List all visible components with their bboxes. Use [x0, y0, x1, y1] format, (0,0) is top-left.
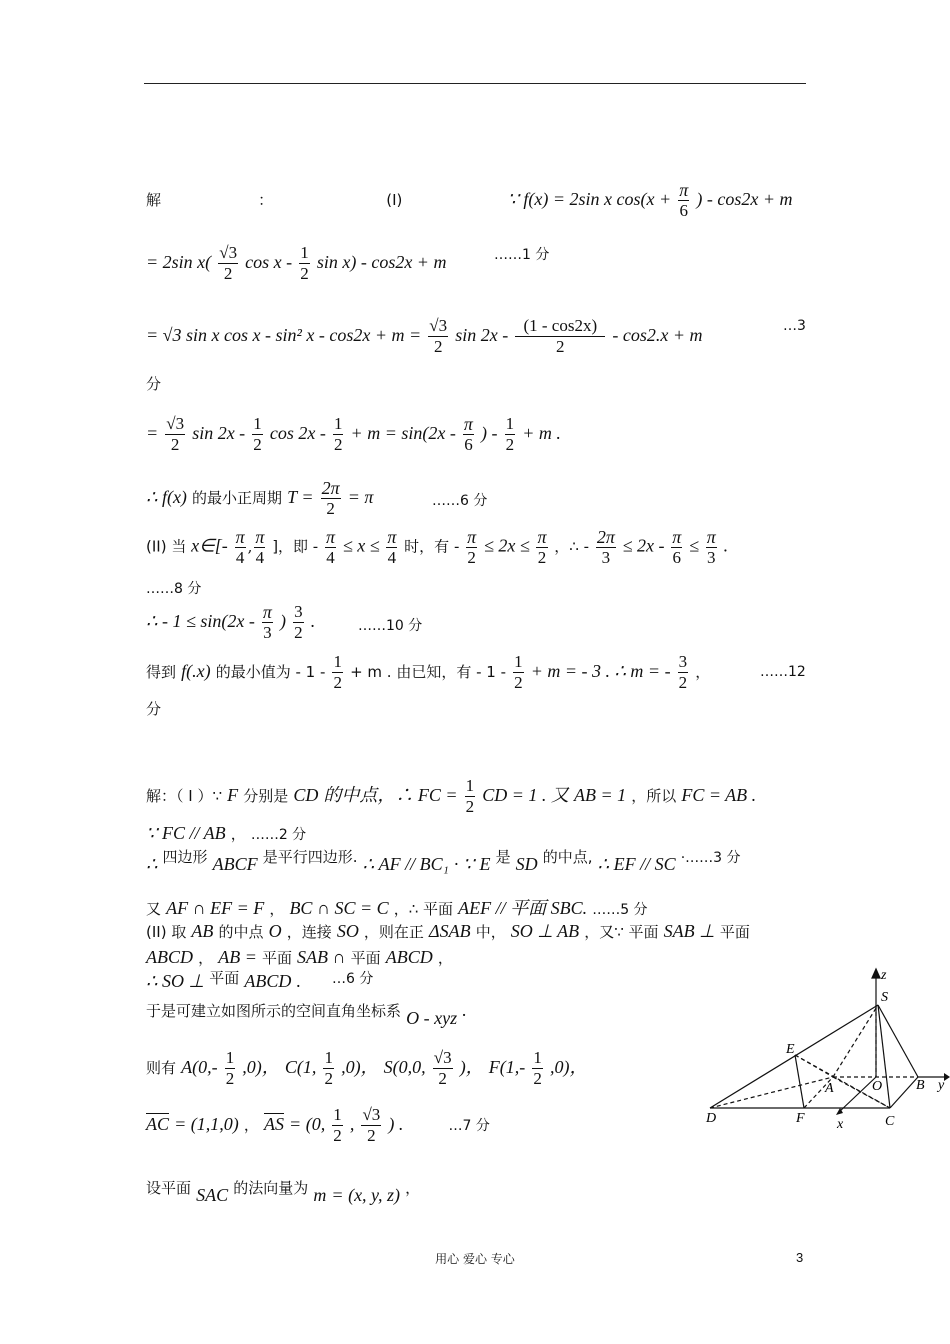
sol2-line11: 设平面 SAC 的法向量为 m = (x, y, z) ，: [146, 1179, 421, 1205]
fraction: $\frac{1}{2}$: [333, 414, 343, 454]
vector-as: AS: [263, 1114, 284, 1134]
score-mark: ……6 分: [432, 493, 488, 509]
sol1-line4: = $\frac{√3}{2}$ sin 2x - $\frac{1}{2}$ cos 2x - $\frac{1}{2}$ + m = sin(2x - $\frac{\pi}{6}$ ) - $\frac{1}{2}$ + m .: [146, 414, 561, 454]
fraction: $\frac{1}{2}$: [505, 414, 515, 454]
fraction: $\frac{(1 - \cos 2x)}{2}$: [515, 316, 605, 357]
page-number: 3: [796, 1250, 804, 1265]
sol1-line6: (II) 当 x∈[- $\frac{\pi}{4}$ , $\frac{\pi}{4}$ ]，即 - $\frac{\pi}{4}$ ≤ x ≤ $\frac{\pi}{4}$ 时，有 - $\frac{\pi}{2}$ ≤ 2x ≤ $\frac{\pi}{2}$ ，∴ - $\frac{2\pi}{3}$ ≤ 2x - $\frac{\pi}{6}$ ≤ $\frac{\pi}{3}$ .: [146, 527, 729, 567]
sol2-line1: 解：（ I ）∵ F 分别是 CD 的中点，∴ FC = $\frac{1}{2}$ CD = 1 . 又 AB = 1 ，所以 FC = AB .: [146, 776, 757, 816]
label-z: z: [881, 968, 887, 983]
sol2-line6: ABCD ， AB = 平面 SAB ∩ 平面 ABCD ，: [146, 947, 453, 967]
sol1-line2: = 2sin x( $\frac{√3}{2}$ cos x - $\frac{1}{2}$ sin x) - cos2x + m: [146, 243, 447, 283]
fraction: $\frac{√3}{2}$: [166, 414, 185, 454]
sol1-line8: ∴ - 1 ≤ sin(2x - $\frac{\pi}{3}$ ) $\frac{3}{2}$ .: [146, 602, 316, 642]
edge-sb: [878, 1005, 918, 1077]
fraction: $\frac{2\pi}{2}$: [321, 478, 340, 518]
z-arrow-icon: [872, 969, 880, 978]
score-mark: ……12: [760, 664, 806, 680]
sol2-line7: ∴ SO ⊥ 平面 ABCD . …6 分: [146, 969, 374, 991]
fraction: $\frac{\pi}{6}$: [463, 414, 473, 454]
fraction: $\frac{\pi}{6}$: [679, 180, 689, 220]
y-arrow-icon: [944, 1073, 950, 1081]
sol1-line3: = √3 sin x cos x - sin² x - cos2x + m = $\frac{√3}{2}$ sin 2x - $\frac{(1 - \cos 2x)}{2}$ - cos2.x + m: [146, 316, 703, 356]
sol2-line8: 于是可建立如图所示的空间直角坐标系 O - xyz .: [146, 1000, 467, 1028]
label-c: C: [885, 1114, 895, 1129]
header-rule: [144, 83, 806, 84]
sol1-line1: 解 ： (I) ∵ f(x) = 2sin x cos(x + $\frac{\pi}{6}$ ) - cos2x + m: [146, 180, 793, 220]
label-e: E: [786, 1042, 795, 1057]
score-mark: …3: [783, 318, 806, 334]
edge-da: [710, 1077, 833, 1108]
edge-ef: [795, 1055, 804, 1108]
label-d: D: [706, 1111, 717, 1126]
sol2-line3: ∴ 四边形 ABCF 是平行四边形. ∴ AF // BC₁ · ∵ E 是 SD 的中点, ∴ EF // SC ·……3 分: [146, 848, 741, 874]
fraction: $\frac{√3}{2}$: [219, 243, 238, 283]
footer-text: 用心 爱心 专心: [435, 1252, 515, 1266]
vector-ac: AC: [146, 1114, 170, 1134]
label-b: B: [916, 1078, 925, 1093]
score-mark: ……8 分: [146, 581, 202, 597]
edge-bc: [890, 1077, 918, 1108]
score-mark: ……1 分: [494, 247, 550, 263]
label-x: x: [837, 1117, 844, 1132]
sol1-line9: 得到 f(.x) 的最小值为 - 1 - $\frac{1}{2}$ + m . 由已知，有 - 1 - $\frac{1}{2}$ + m = - 3 . ∴ m = - $\frac{3}{2}$ ，: [146, 652, 711, 692]
score-unit: 分: [146, 375, 162, 393]
sol2-line4: 又 AF ∩ EF = F ， BC ∩ SC = C ，∴ 平面 AEF // 平面 SBC. ……5 分: [146, 898, 648, 918]
label-s: S: [881, 990, 888, 1005]
sol1-line5: ∴ f(x) 的最小正周期 T = $\frac{2\pi}{2}$ = π: [146, 478, 374, 518]
edge-as: [833, 1005, 878, 1077]
label-a: A: [825, 1081, 834, 1096]
sol2-line2: ∵ FC // AB ， ……2 分: [146, 823, 307, 843]
vector-m: m: [313, 1185, 327, 1205]
score-unit: 分: [146, 700, 162, 718]
sol2-line10: AC = (1,1,0) ， AS = (0, $\frac{1}{2}$ , $\frac{√3}{2}$ ) . …7 分: [146, 1105, 490, 1145]
fraction: $\frac{1}{2}$: [300, 243, 309, 283]
fraction: $\frac{√3}{2}$: [429, 316, 448, 356]
pyramid-coordinate-figure: [700, 965, 950, 1135]
score-mark: ……10 分: [358, 618, 423, 634]
fraction: $\frac{1}{2}$: [253, 414, 262, 454]
label-f: F: [796, 1111, 805, 1126]
sol2-line9: 则有 A(0,- $\frac{1}{2}$ ,0)， C(1, $\frac{1}{2}$ ,0)， S(0,0, $\frac{√3}{2}$ )， F(1,- $\frac{1}{2}$ ,0)，: [146, 1048, 588, 1088]
label-o: O: [872, 1079, 883, 1094]
solution-label: 解: [146, 191, 162, 209]
sol2-line5: (II) 取 AB 的中点 O ，连接 SO ，则在正 ΔSAB 中， SO ⊥ AB ，又∵ 平面 SAB ⊥ 平面: [146, 921, 750, 941]
label-y: y: [938, 1078, 945, 1093]
